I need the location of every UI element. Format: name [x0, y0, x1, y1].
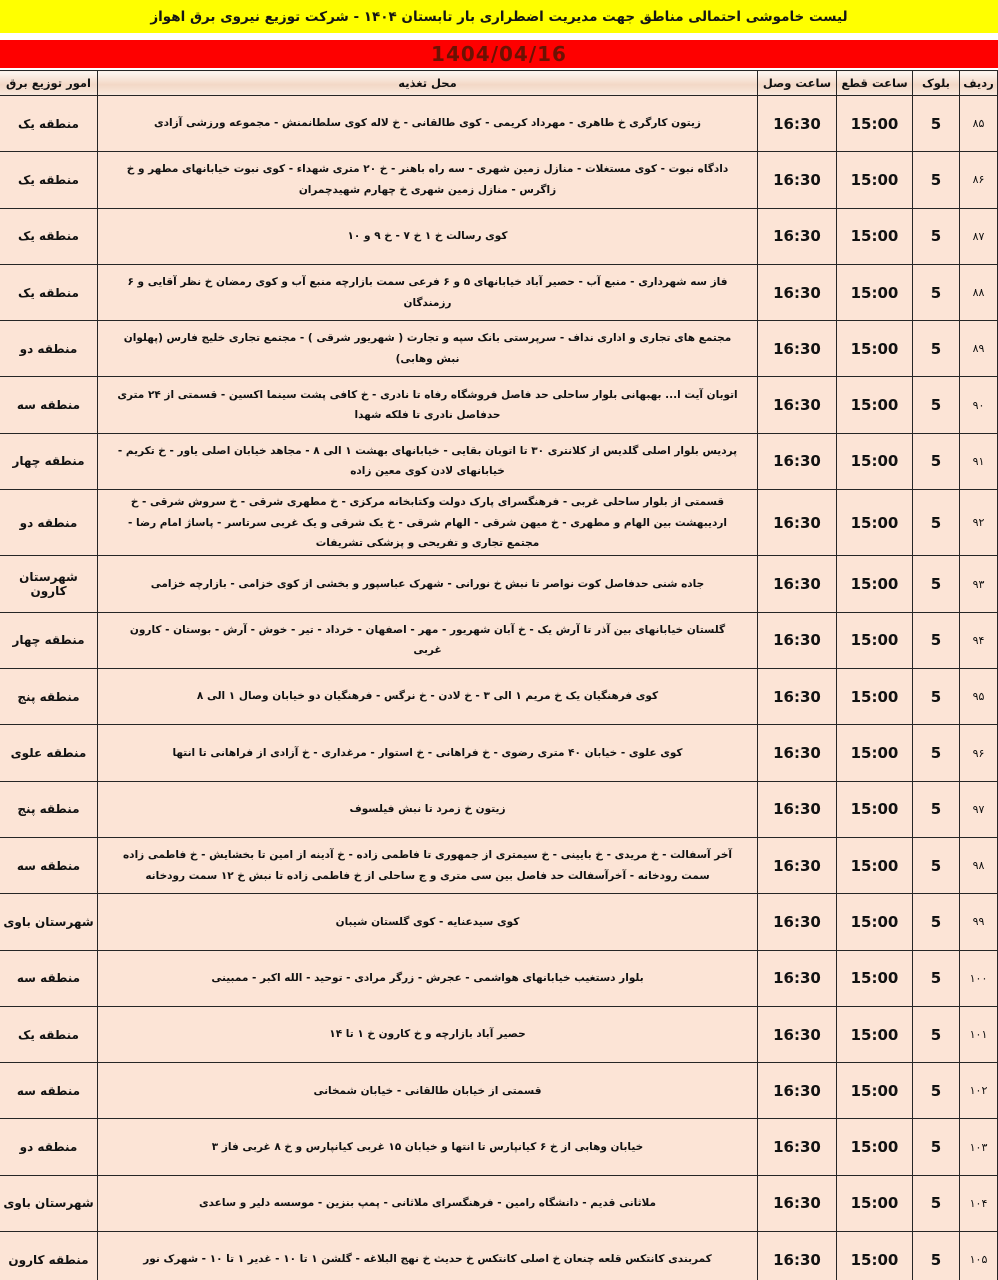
reconnect-time-cell: 16:30 — [758, 433, 837, 489]
block-cell: 5 — [913, 837, 960, 893]
distribution-area-cell: منطقه دو — [0, 321, 98, 377]
block-cell: 5 — [913, 377, 960, 433]
feed-location-cell: قسمتی از خیابان طالقانی - خیابان شمخانی — [98, 1063, 758, 1119]
row-number-cell: ۱۰۰ — [960, 950, 998, 1006]
reconnect-time-cell: 16:30 — [758, 1063, 837, 1119]
feed-location-cell: کوی فرهنگیان یک خ مریم ۱ الی ۳ - خ لادن - خ نرگس - فرهنگیان دو خیابان وصال ۱ الی ۸ — [98, 669, 758, 725]
feed-location-cell: قسمتی از بلوار ساحلی غربی - فرهنگسرای پارک دولت وکتابخانه مرکزی - خ مطهری شرقی - خ سروش شرقی - خ اردیبهشت بین الهام و مطهری - خ میهن شرقی - الهام شرقی - خ یک شرقی و یک غربی سرتاسر - پاساژ امام رضا - مجتمع تجاری و تفریحی و پزشکی تشریفات — [98, 490, 758, 556]
row-number-cell: ۹۳ — [960, 556, 998, 612]
distribution-area-cell: منطقه یک — [0, 1006, 98, 1062]
block-cell: 5 — [913, 1119, 960, 1175]
reconnect-time-cell: 16:30 — [758, 1175, 837, 1231]
table-row — [0, 96, 998, 152]
distribution-area-cell: شهرستان کارون — [0, 556, 98, 612]
feed-location-cell: بلوار دستغیب خیابانهای هواشمی - عجرش - زرگر مرادی - توحید - الله اکبر - ممبینی — [98, 950, 758, 1006]
block-cell: 5 — [913, 556, 960, 612]
row-number-cell: ۸۹ — [960, 321, 998, 377]
feed-location-cell: خیابان وهابی از خ ۶ کیانپارس تا انتها و خیابان ۱۵ غربی کیانپارس و خ ۸ غربی فاز ۳ — [98, 1119, 758, 1175]
distribution-area-cell: منطقه سه — [0, 950, 98, 1006]
table-row — [0, 1119, 998, 1175]
distribution-area-cell: منطقه سه — [0, 837, 98, 893]
table-row — [0, 208, 998, 264]
feed-location-cell: ملاثانی قدیم - دانشگاه رامین - فرهنگسرای ملاثانی - پمپ بنزین - موسسه دلیر و ساعدی — [98, 1175, 758, 1231]
reconnect-time-cell: 16:30 — [758, 781, 837, 837]
block-cell: 5 — [913, 96, 960, 152]
cut-time-cell: 15:00 — [837, 96, 913, 152]
reconnect-time-cell: 16:30 — [758, 725, 837, 781]
feed-location-cell: حصیر آباد بازارچه و خ کارون خ ۱ تا ۱۴ — [98, 1006, 758, 1062]
feed-location-cell: مجتمع های تجاری و اداری نداف - سرپرستی بانک سپه و تجارت ( شهریور شرقی ) - مجتمع تجاری خلیج فارس (پهلوان نبش وهابی) — [98, 321, 758, 377]
distribution-area-cell: منطقه یک — [0, 152, 98, 208]
feed-location-cell: اتوبان آیت ا... بهبهانی بلوار ساحلی حد فاصل فروشگاه رفاه تا نادری - خ کافی پشت سینما اکسین - قسمتی از ۲۴ متری حدفاصل نادری تا فلکه شهدا — [98, 377, 758, 433]
row-number-cell: ۹۷ — [960, 781, 998, 837]
reconnect-time-cell: 16:30 — [758, 208, 837, 264]
table-row — [0, 321, 998, 377]
reconnect-time-cell: 16:30 — [758, 556, 837, 612]
feed-location-cell: کوی رسالت خ ۱ خ ۷ - خ ۹ و ۱۰ — [98, 208, 758, 264]
distribution-area-cell: منطقه سه — [0, 1063, 98, 1119]
block-cell: 5 — [913, 725, 960, 781]
reconnect-time-cell: 16:30 — [758, 321, 837, 377]
table-row — [0, 433, 998, 489]
cut-time-cell: 15:00 — [837, 264, 913, 320]
row-number-cell: ۹۱ — [960, 433, 998, 489]
cut-time-cell: 15:00 — [837, 725, 913, 781]
col-header-reconnect-time: ساعت وصل — [758, 71, 837, 96]
distribution-area-cell: منطقه چهار — [0, 612, 98, 668]
table-row — [0, 1006, 998, 1062]
feed-location-cell: جاده شنی حدفاصل کوت نواصر تا نبش خ نورانی - شهرک عباسپور و بخشی از کوی خزامی - بازارچه خزامی — [98, 556, 758, 612]
row-number-cell: ۱۰۲ — [960, 1063, 998, 1119]
distribution-area-cell: منطقه یک — [0, 96, 98, 152]
feed-location-cell: زیتون خ زمرد تا نبش فیلسوف — [98, 781, 758, 837]
block-cell: 5 — [913, 894, 960, 950]
row-number-cell: ۸۵ — [960, 96, 998, 152]
cut-time-cell: 15:00 — [837, 1006, 913, 1062]
cut-time-cell: 15:00 — [837, 669, 913, 725]
row-number-cell: ۹۴ — [960, 612, 998, 668]
row-number-cell: ۸۷ — [960, 208, 998, 264]
row-number-cell: ۱۰۳ — [960, 1119, 998, 1175]
header-row — [0, 71, 998, 96]
cut-time-cell: 15:00 — [837, 1119, 913, 1175]
cut-time-cell: 15:00 — [837, 152, 913, 208]
block-cell: 5 — [913, 1175, 960, 1231]
date-label: 1404/04/16 — [431, 42, 567, 66]
col-header-feed-location: محل تغذیه — [98, 71, 758, 96]
reconnect-time-cell: 16:30 — [758, 377, 837, 433]
title-bar — [0, 0, 998, 33]
block-cell: 5 — [913, 950, 960, 1006]
cut-time-cell: 15:00 — [837, 433, 913, 489]
row-number-cell: ۹۵ — [960, 669, 998, 725]
block-cell: 5 — [913, 490, 960, 556]
cut-time-cell: 15:00 — [837, 894, 913, 950]
reconnect-time-cell: 16:30 — [758, 1006, 837, 1062]
cut-time-cell: 15:00 — [837, 490, 913, 556]
col-header-cut-time: ساعت قطع — [837, 71, 913, 96]
reconnect-time-cell: 16:30 — [758, 152, 837, 208]
cut-time-cell: 15:00 — [837, 1175, 913, 1231]
block-cell: 5 — [913, 1006, 960, 1062]
block-cell: 5 — [913, 208, 960, 264]
distribution-area-cell: منطقه دو — [0, 1119, 98, 1175]
feed-location-cell: فاز سه شهرداری - منبع آب - حصیر آباد خیابانهای ۵ و ۶ فرعی سمت بازارچه منبع آب و کوی رمضان خ نظر آقایی و ۶ رزمندگان — [98, 264, 758, 320]
row-number-cell: ۸۸ — [960, 264, 998, 320]
reconnect-time-cell: 16:30 — [758, 96, 837, 152]
reconnect-time-cell: 16:30 — [758, 837, 837, 893]
table-row — [0, 837, 998, 893]
table-row — [0, 1232, 998, 1280]
row-number-cell: ۹۲ — [960, 490, 998, 556]
col-header-row-number: ردیف — [960, 71, 998, 96]
row-number-cell: ۹۹ — [960, 894, 998, 950]
cut-time-cell: 15:00 — [837, 837, 913, 893]
cut-time-cell: 15:00 — [837, 1232, 913, 1280]
row-number-cell: ۹۶ — [960, 725, 998, 781]
table-row — [0, 490, 998, 556]
cut-time-cell: 15:00 — [837, 781, 913, 837]
distribution-area-cell: منطقه علوی — [0, 725, 98, 781]
table-row — [0, 669, 998, 725]
feed-location-cell: زیتون کارگری خ طاهری - مهرداد کریمی - کوی طالقانی - خ لاله کوی سلطانمنش - مجموعه ورزشی آزادی — [98, 96, 758, 152]
table-row — [0, 781, 998, 837]
row-number-cell: ۹۸ — [960, 837, 998, 893]
distribution-area-cell: منطقه سه — [0, 377, 98, 433]
reconnect-time-cell: 16:30 — [758, 1232, 837, 1280]
feed-location-cell: پردیس بلوار اصلی گلدیس از کلانتری ۳۰ تا اتوبان بقایی - خیابانهای بهشت ۱ الی ۸ - مجاهد خیابان اصلی یاور - خ تکریم - خیابانهای لادن کوی معین زاده — [98, 433, 758, 489]
table-row — [0, 1063, 998, 1119]
reconnect-time-cell: 16:30 — [758, 950, 837, 1006]
block-cell: 5 — [913, 612, 960, 668]
outage-table — [0, 70, 998, 1280]
cut-time-cell: 15:00 — [837, 950, 913, 1006]
reconnect-time-cell: 16:30 — [758, 1119, 837, 1175]
distribution-area-cell: منطقه چهار — [0, 433, 98, 489]
row-number-cell: ۱۰۵ — [960, 1232, 998, 1280]
date-bar — [0, 40, 998, 68]
cut-time-cell: 15:00 — [837, 321, 913, 377]
col-header-block: بلوک — [913, 71, 960, 96]
block-cell: 5 — [913, 781, 960, 837]
block-cell: 5 — [913, 1232, 960, 1280]
row-number-cell: ۱۰۴ — [960, 1175, 998, 1231]
feed-location-cell: دادگاه نبوت - کوی مستغلات - منازل زمین شهری - سه راه باهنر - خ ۲۰ متری شهداء - کوی نبوت خیابانهای مطهر و خ زاگرس - منازل زمین شهری خ چهارم شهیدچمران — [98, 152, 758, 208]
row-number-cell: ۸۶ — [960, 152, 998, 208]
table-row — [0, 152, 998, 208]
cut-time-cell: 15:00 — [837, 377, 913, 433]
block-cell: 5 — [913, 669, 960, 725]
feed-location-cell: کوی سیدعنایه - کوی گلستان شیبان — [98, 894, 758, 950]
block-cell: 5 — [913, 321, 960, 377]
distribution-area-cell: شهرستان باوی — [0, 1175, 98, 1231]
reconnect-time-cell: 16:30 — [758, 490, 837, 556]
block-cell: 5 — [913, 433, 960, 489]
table-header — [0, 71, 998, 96]
distribution-area-cell: منطقه یک — [0, 208, 98, 264]
feed-location-cell: گلستان خیابانهای بین آذر تا آرش یک - خ آبان شهریور - مهر - اصفهان - خرداد - تیر - خوش - آرش - بوستان - کارون غربی — [98, 612, 758, 668]
reconnect-time-cell: 16:30 — [758, 612, 837, 668]
cut-time-cell: 15:00 — [837, 612, 913, 668]
table-row — [0, 264, 998, 320]
table-row — [0, 950, 998, 1006]
cut-time-cell: 15:00 — [837, 556, 913, 612]
table-row — [0, 1175, 998, 1231]
row-number-cell: ۱۰۱ — [960, 1006, 998, 1062]
page-title: لیست خاموشی احتمالی مناطق جهت مدیریت اضطراری بار تابستان ۱۴۰۴ - شرکت توزیع نیروی برق اهواز — [150, 8, 848, 25]
block-cell: 5 — [913, 264, 960, 320]
distribution-area-cell: منطقه پنج — [0, 781, 98, 837]
distribution-area-cell: منطقه دو — [0, 490, 98, 556]
feed-location-cell: کمربندی کانتکس قلعه چنعان خ اصلی کانتکس خ حدیث خ نهج البلاغه - گلشن ۱ تا ۱۰ - غدیر ۱ تا ۱۰ - شهرک نور — [98, 1232, 758, 1280]
block-cell: 5 — [913, 152, 960, 208]
distribution-area-cell: منطقه پنج — [0, 669, 98, 725]
distribution-area-cell: منطقه کارون — [0, 1232, 98, 1280]
feed-location-cell: کوی علوی - خیابان ۴۰ متری رضوی - خ فراهانی - خ استوار - مرغداری - خ آزادی از فراهانی تا انتها — [98, 725, 758, 781]
feed-location-cell: آخر آسفالت - خ مریدی - خ بایینی - خ سیمتری از جمهوری تا فاطمی زاده - خ آدینه از امین تا بخشایش - خ فاطمی زاده سمت رودخانه - آخرآسفالت حد فاصل بین سی متری و ج ساحلی از خ فاطمی زاده تا نبش خ ۱۲ سمت رودخانه — [98, 837, 758, 893]
reconnect-time-cell: 16:30 — [758, 894, 837, 950]
cut-time-cell: 15:00 — [837, 1063, 913, 1119]
table-row — [0, 612, 998, 668]
table-row — [0, 377, 998, 433]
cut-time-cell: 15:00 — [837, 208, 913, 264]
table-row — [0, 725, 998, 781]
block-cell: 5 — [913, 1063, 960, 1119]
reconnect-time-cell: 16:30 — [758, 264, 837, 320]
table-row — [0, 894, 998, 950]
table-row — [0, 556, 998, 612]
divider — [0, 33, 998, 40]
row-number-cell: ۹۰ — [960, 377, 998, 433]
reconnect-time-cell: 16:30 — [758, 669, 837, 725]
distribution-area-cell: منطقه یک — [0, 264, 98, 320]
table-body — [0, 96, 998, 1280]
col-header-distribution-area: امور توزیع برق — [0, 71, 98, 96]
distribution-area-cell: شهرستان باوی — [0, 894, 98, 950]
